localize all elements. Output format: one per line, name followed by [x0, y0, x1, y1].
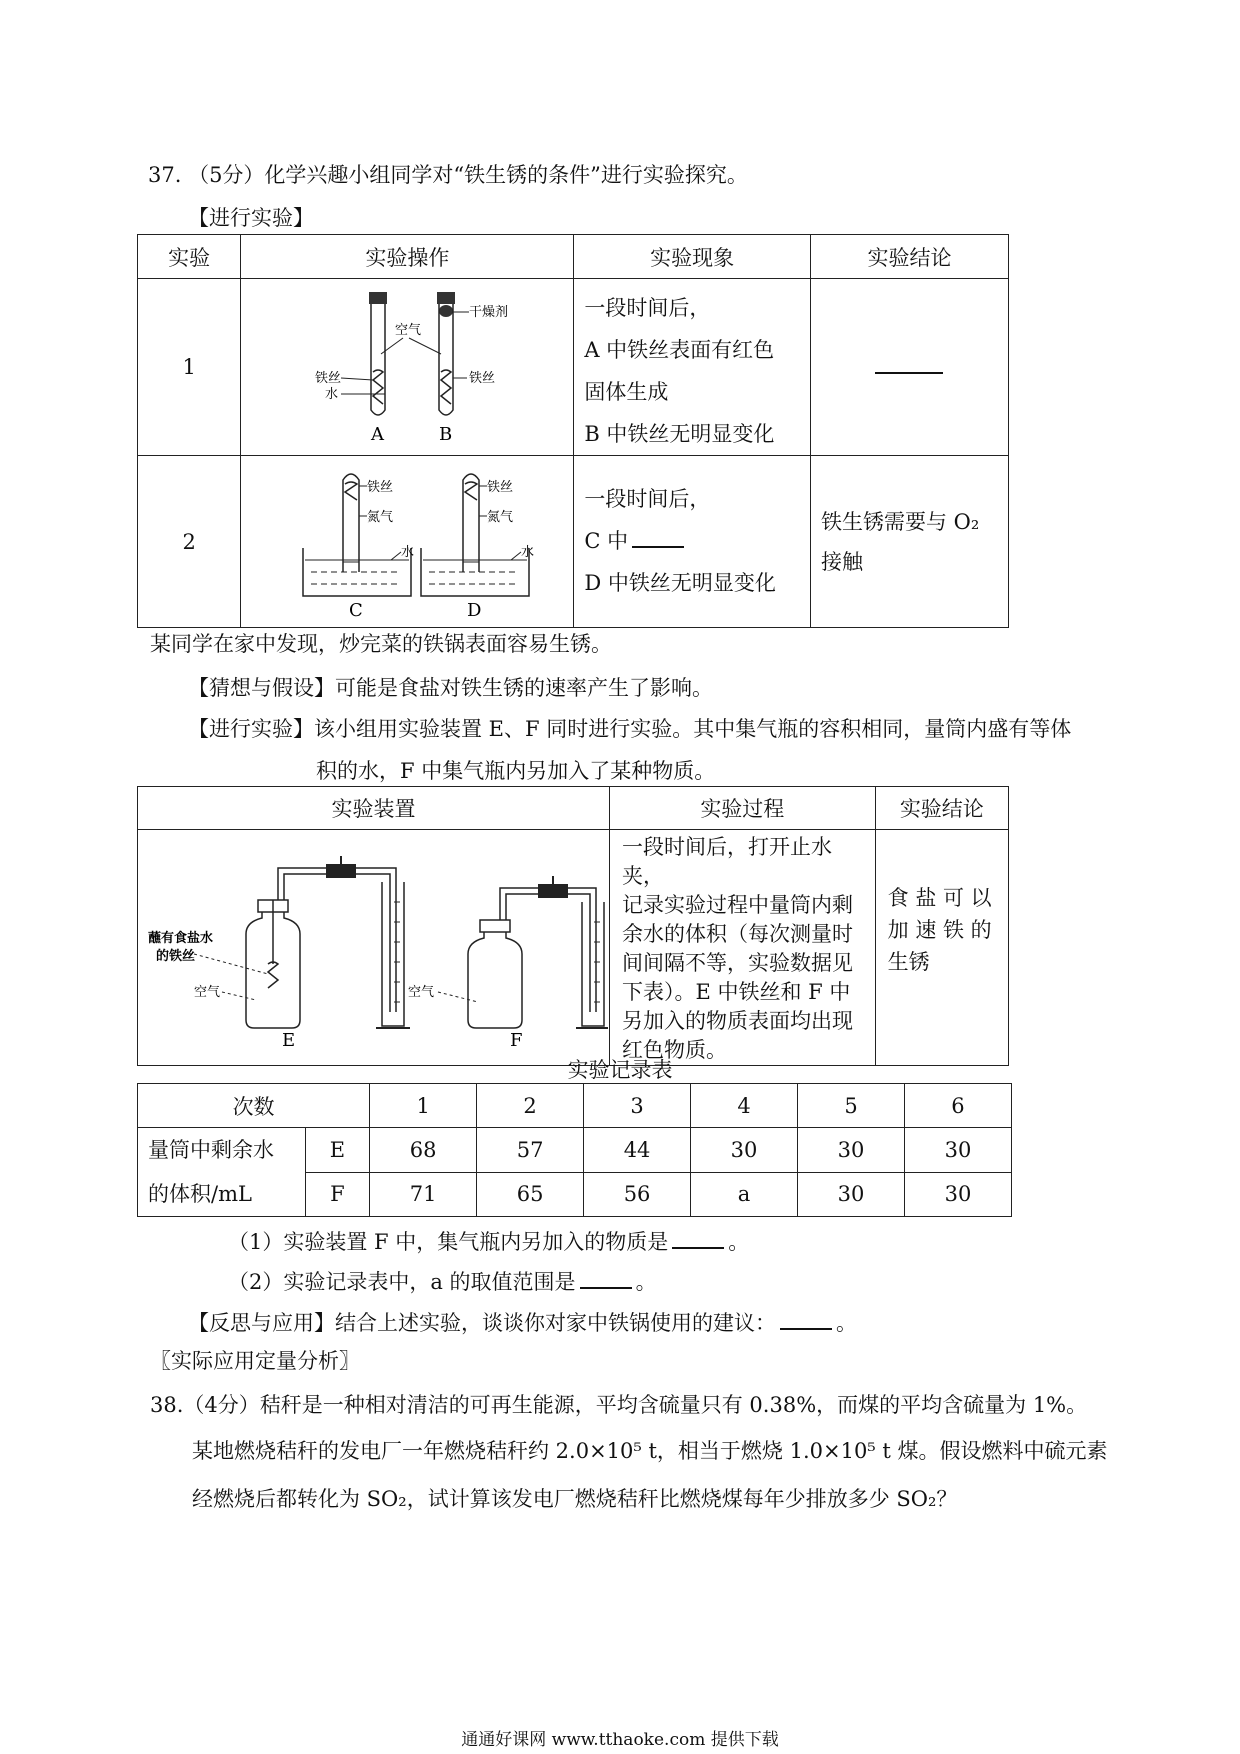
label-air-f: 空气: [408, 985, 435, 1000]
experiment-line-2: 积的水，F 中集气瓶内另加入了某种物质。: [316, 759, 716, 783]
label-nitrogen-d: 氮气: [487, 510, 514, 525]
col-header: 4: [691, 1084, 798, 1128]
label-salt-wire-1: 蘸有食盐水: [148, 931, 214, 946]
answer-blank[interactable]: [632, 546, 684, 548]
process-line: 间间隔不等，实验数据见: [622, 951, 853, 975]
label-desiccant: 干燥剂: [469, 304, 509, 320]
row-label-line-2: 的体积/mL: [148, 1182, 252, 1206]
label-wire-a: 铁丝: [315, 370, 342, 386]
row1-apparatus: [241, 279, 574, 456]
row2-phen-line: D 中铁丝无明显变化: [584, 571, 776, 595]
label-f: F: [510, 1030, 523, 1048]
q38-line-2: 某地燃烧秸秆的发电厂一年燃烧秸秆约 2.0×10⁵ t，相当于燃烧 1.0×10⁵ t 煤。假设燃料中硫元素: [192, 1439, 1108, 1463]
label-wire-b: 铁丝: [469, 370, 496, 386]
cell-f: a: [691, 1172, 798, 1217]
tube-b-stopper: [437, 292, 455, 304]
row-f-label: F: [305, 1172, 369, 1217]
record-table-title: 实验记录表: [567, 1058, 673, 1082]
header-apparatus: 实验装置: [138, 787, 610, 830]
cell-e: 57: [477, 1128, 584, 1173]
row2-phen-c: C 中: [584, 529, 629, 553]
q38-line-1: 38.（4分）秸秆是一种相对清洁的可再生能源，平均含硫量只有 0.38%，而煤的平均含硫量为 1%。: [150, 1393, 1088, 1417]
conclusion-salt: [875, 830, 1008, 1066]
label-b: B: [439, 423, 453, 445]
row2-phen-line: 一段时间后，: [584, 487, 711, 511]
label-c: C: [349, 600, 364, 621]
footer-download: 通通好课网 www.tthaoke.com 提供下载: [461, 1730, 779, 1750]
para-home-observation: 某同学在家中发现，炒完菜的铁锅表面容易生锈。: [150, 632, 612, 656]
row1-phen-line: 一段时间后，: [584, 296, 711, 320]
row1-phen-line: B 中铁丝无明显变化: [584, 422, 775, 446]
label-water-c: 水: [401, 545, 415, 560]
sub-question-1: [228, 1227, 749, 1257]
label-water-d: 水: [521, 545, 535, 560]
row2-concl-line: 铁生锈需要与 O₂: [820, 509, 980, 534]
tube-a-stopper: [369, 292, 387, 304]
row2-phen-line: [574, 520, 810, 562]
header-phenomenon: 实验现象: [574, 235, 811, 279]
row2-concl-line: 接触: [820, 549, 863, 574]
answer-blank[interactable]: [580, 1287, 632, 1289]
reflection-end: 。: [836, 1311, 857, 1335]
sub2-end: 。: [635, 1270, 657, 1294]
cell-f: 56: [584, 1172, 691, 1217]
label-nitrogen-c: 氮气: [367, 510, 394, 525]
label-e: E: [282, 1030, 296, 1048]
cylinder-f: [582, 902, 604, 1026]
bottles-ef-diagram: [138, 842, 609, 1048]
col-header: 5: [798, 1084, 905, 1128]
experiment-table-2: [137, 786, 1009, 1066]
process-line: 余水的体积（每次测量时: [622, 922, 853, 946]
row2-phenomena: [574, 456, 811, 628]
col-header: 6: [904, 1084, 1011, 1128]
row1-phen-line: 固体生成: [584, 380, 669, 404]
process-line: 记录实验过程中量筒内剩: [622, 893, 853, 917]
cell-f: 71: [370, 1172, 477, 1217]
row1-conclusion: [810, 279, 1008, 456]
clamp-e: [326, 864, 356, 878]
cell-e: 30: [691, 1128, 798, 1173]
hypothesis: 【猜想与假设】可能是食盐对铁生锈的速率产生了影响。: [188, 676, 713, 700]
answer-blank[interactable]: [780, 1328, 832, 1330]
header-conclusion-2: 实验结论: [875, 787, 1008, 830]
salt-wire: [268, 962, 278, 988]
cell-f: 30: [904, 1172, 1011, 1217]
row-label-volume: [138, 1128, 306, 1217]
clamp-f: [538, 884, 568, 898]
sub1-text: （1）实验装置 F 中，集气瓶内另加入的物质是: [228, 1230, 669, 1254]
col-header: 3: [584, 1084, 691, 1128]
answer-blank[interactable]: [875, 372, 943, 374]
sub1-end: 。: [728, 1230, 750, 1254]
sub2-text: （2）实验记录表中，a 的取值范围是: [228, 1270, 576, 1294]
record-table: [137, 1083, 1012, 1217]
row2-conclusion: [810, 456, 1008, 628]
conclusion-line: 食 盐 可 以: [887, 886, 992, 910]
header-operation: 实验操作: [241, 235, 574, 279]
row1-phen-line: A 中铁丝表面有红色: [584, 338, 775, 362]
cell-e: 44: [584, 1128, 691, 1173]
row1-number: 1: [138, 279, 241, 456]
process-line: 一段时间后，打开止水夹，: [622, 835, 832, 888]
cell-e: 30: [798, 1128, 905, 1173]
header-conclusion: 实验结论: [810, 235, 1008, 279]
process-line: 下表）。E 中铁丝和 F 中: [622, 980, 851, 1004]
row-e-label: E: [305, 1128, 369, 1173]
header-count: 次数: [138, 1084, 370, 1128]
tube-a-wire: [373, 370, 383, 404]
test-tubes-cd-diagram: [241, 456, 573, 622]
experiment-table-1: [137, 234, 1009, 628]
tube-a: [371, 304, 385, 415]
header-experiment: 实验: [138, 235, 241, 279]
test-tubes-ab-diagram: [241, 282, 573, 448]
q37-title: 37. （5分）化学兴趣小组同学对“铁生锈的条件”进行实验探究。: [148, 163, 748, 187]
cell-e: 30: [904, 1128, 1011, 1173]
label-d: D: [467, 600, 482, 621]
process-line: 红色物质。: [622, 1038, 727, 1062]
label-wire-d: 铁丝: [487, 480, 514, 495]
label-a: A: [371, 423, 385, 445]
label-air: 空气: [395, 322, 422, 338]
tube-b: [439, 304, 453, 415]
bottle-f: [468, 930, 522, 1028]
process-text: [610, 830, 876, 1066]
process-line: 另加入的物质表面均出现: [622, 1009, 853, 1033]
section-quantitative: 〖实际应用定量分析〗: [150, 1349, 360, 1373]
conclusion-line: 生锈: [887, 950, 930, 974]
cell-f: 65: [477, 1172, 584, 1217]
tube-b-wire: [441, 370, 451, 404]
cell-f: 30: [798, 1172, 905, 1217]
label-salt-wire-2: 的铁丝: [156, 949, 196, 964]
row1-phenomena: [574, 279, 811, 456]
col-header: 1: [370, 1084, 477, 1128]
row2-apparatus: [241, 456, 574, 628]
reflection: [188, 1308, 857, 1338]
col-header: 2: [477, 1084, 584, 1128]
label-air-e: 空气: [194, 985, 221, 1000]
cell-e: 68: [370, 1128, 477, 1173]
row2-number: 2: [138, 456, 241, 628]
section-experiment: 【进行实验】: [188, 206, 314, 230]
bottle-f-stopper: [480, 920, 510, 932]
answer-blank[interactable]: [672, 1247, 724, 1249]
reflection-text: 【反思与应用】结合上述实验，谈谈你对家中铁锅使用的建议：: [188, 1311, 776, 1335]
row-label-line-1: 量筒中剩余水: [148, 1138, 274, 1162]
label-water: 水: [325, 386, 339, 402]
label-wire-c: 铁丝: [367, 480, 394, 495]
desiccant-blob: [439, 305, 453, 317]
apparatus-ef: [138, 830, 610, 1066]
sub-question-2: [228, 1267, 657, 1297]
experiment-line-1: 【进行实验】该小组用实验装置 E、F 同时进行实验。其中集气瓶的容积相同，量筒内盛有等体: [188, 717, 1072, 741]
q38-line-3: 经燃烧后都转化为 SO₂，试计算该发电厂燃烧秸秆比燃烧煤每年少排放多少 SO₂？: [192, 1487, 958, 1511]
conclusion-line: 加 速 铁 的: [887, 918, 992, 942]
header-process: 实验过程: [610, 787, 876, 830]
cylinder-e: [382, 882, 404, 1026]
